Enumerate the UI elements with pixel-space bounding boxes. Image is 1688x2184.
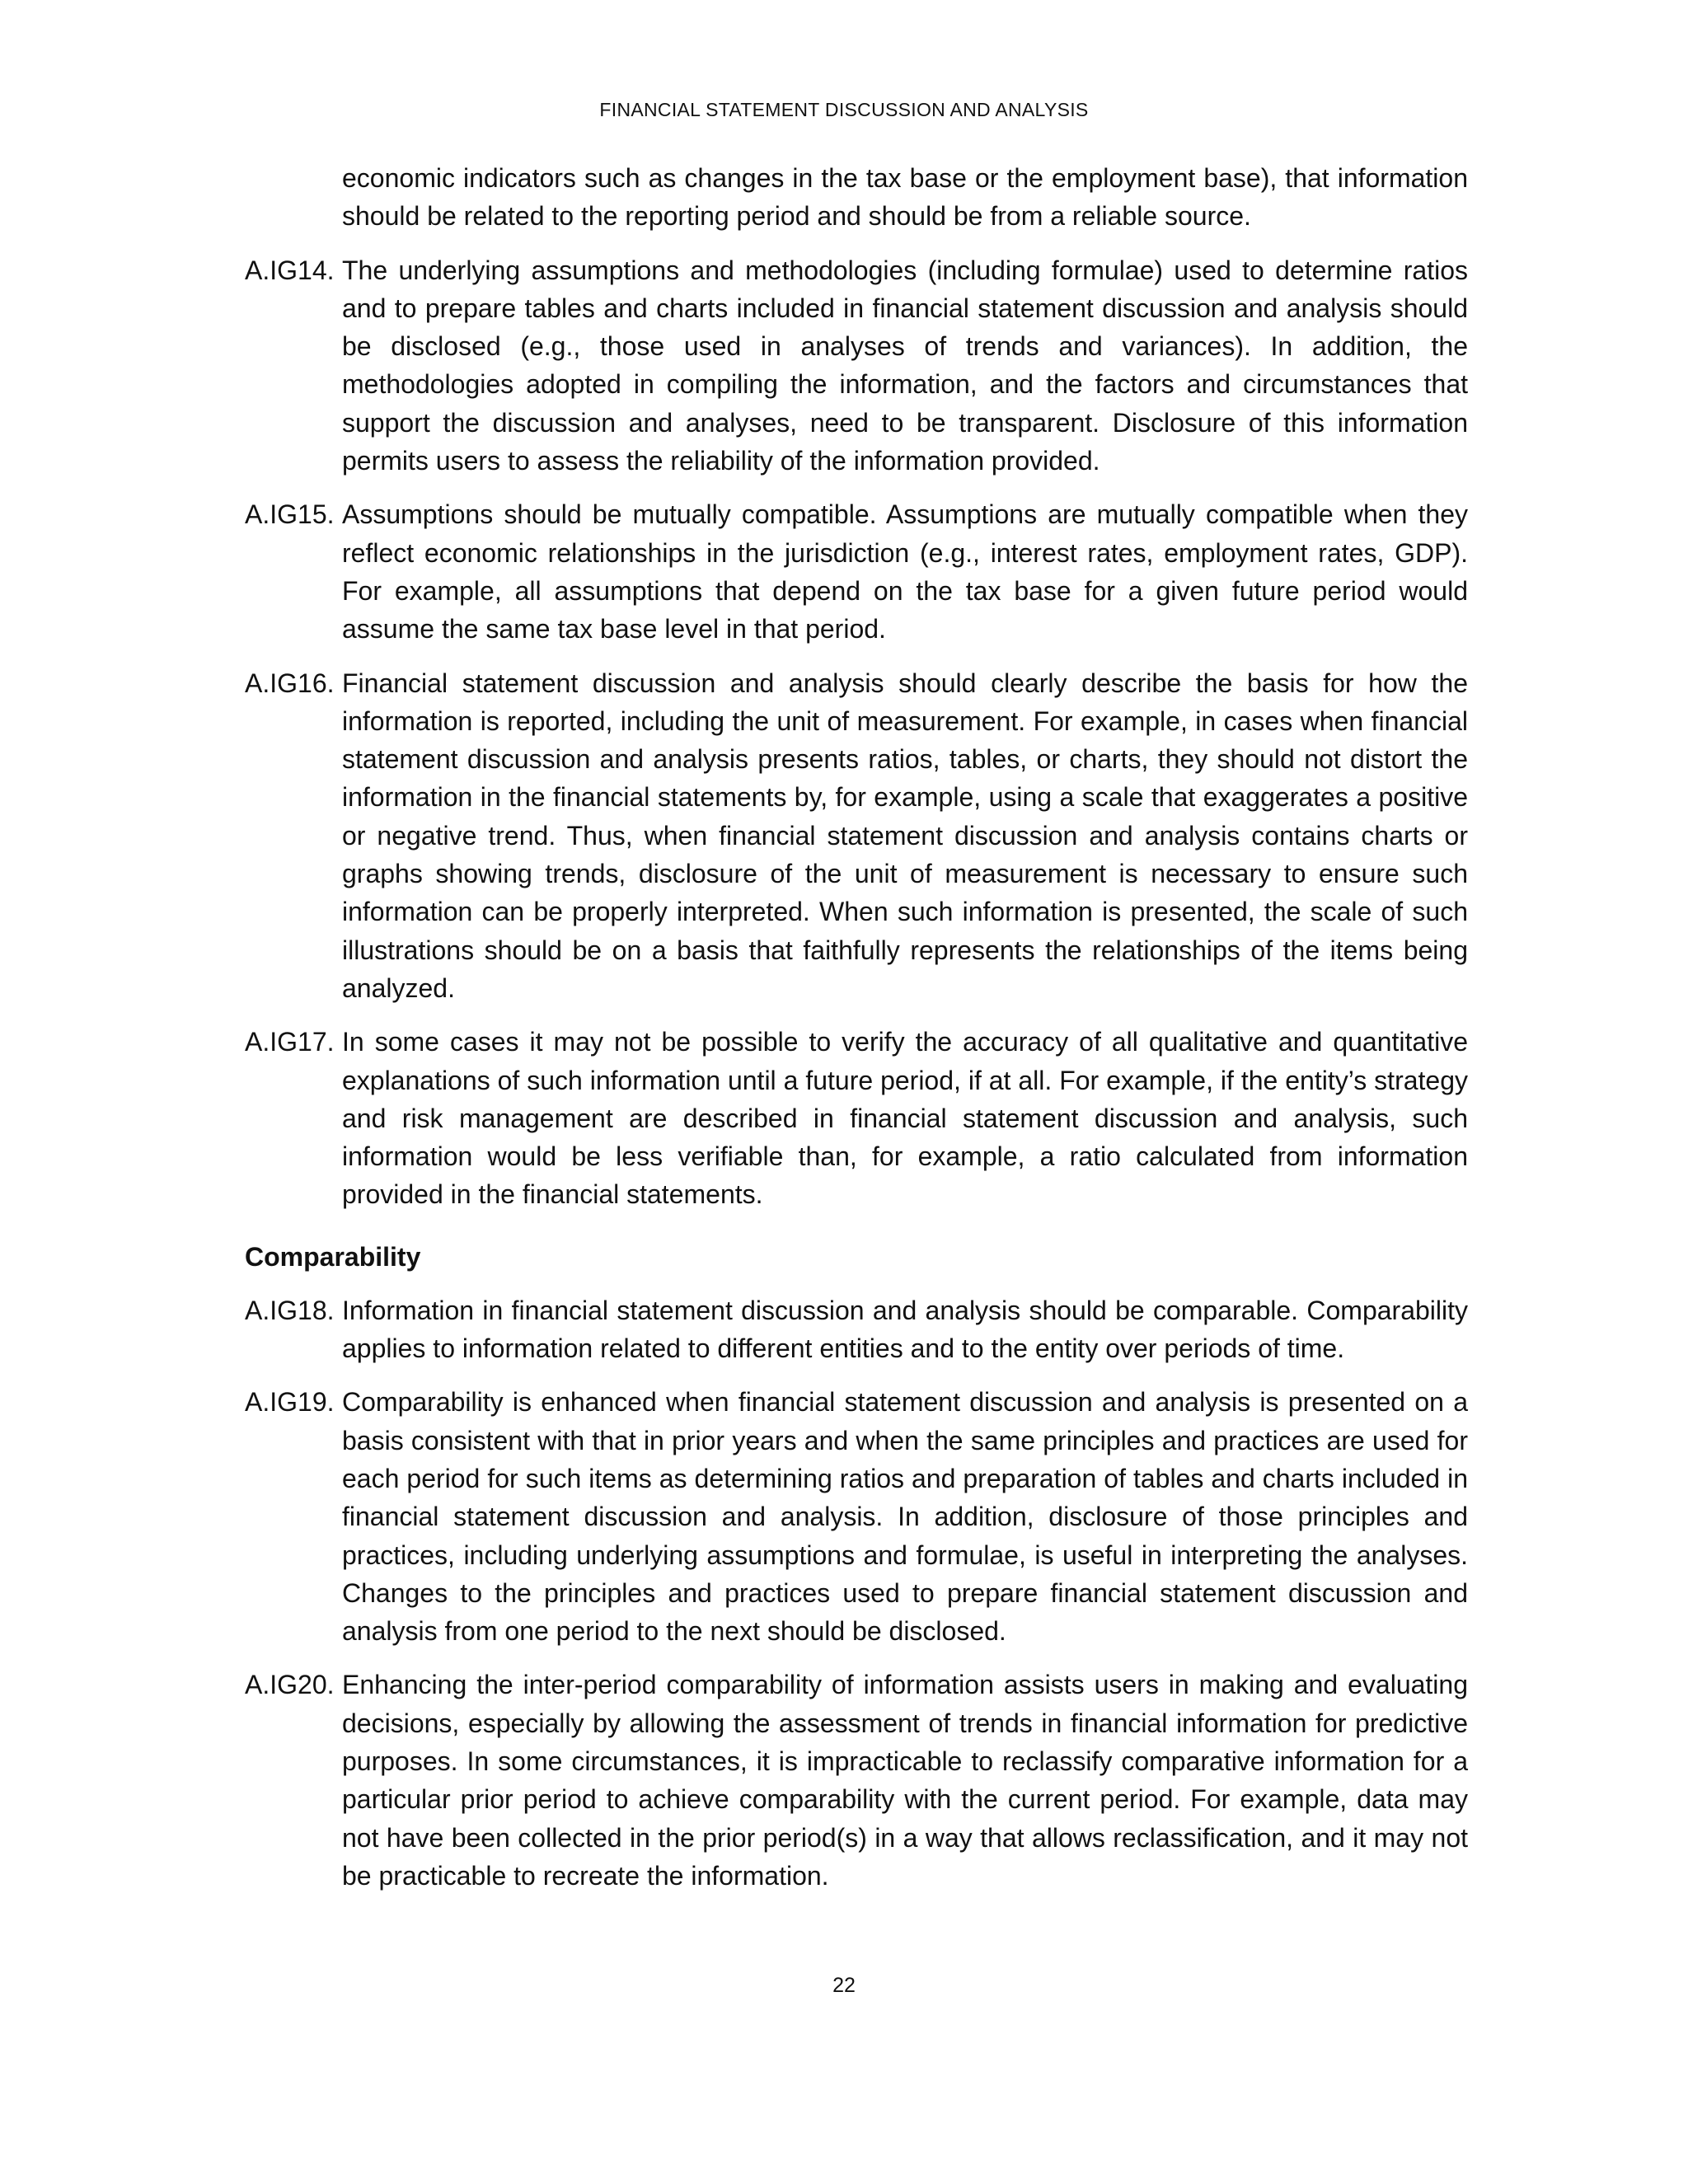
paragraph-number: A.IG15. (245, 499, 335, 530)
paragraph-a-ig17 (245, 1023, 1468, 1213)
section-heading: Comparability (245, 1241, 421, 1272)
paragraph-a-ig14 (245, 251, 1468, 480)
paragraph-text: Assumptions should be mutually compatible. Assumptions are mutually compatible when they reflect economic relationships in the jurisdiction (e.g., interest rates, employment rates, GDP). For example, all assumptions that depend on the tax base for a given future period would assume the same tax base level in that period. (342, 499, 1468, 644)
paragraph-a-ig16 (245, 664, 1468, 1008)
paragraph-a-ig20 (245, 1666, 1468, 1895)
paragraph-text: Information in financial statement discussion and analysis should be comparable. Comparability applies to information related to different entities and to the entity over periods of time. (342, 1295, 1468, 1364)
paragraph-text: The underlying assumptions and methodologies (including formulae) used to determine ratios and to prepare tables and charts included in financial statement discussion and analysis should be disclosed (e.g., those used in analyses of trends and variances). In addition, the methodologies adopted in compiling the information, and the factors and circumstances that support the discussion and analyses, need to be transparent. Disclosure of this information permits users to assess the reliability of the information provided. (342, 255, 1468, 476)
paragraph-a-ig15 (245, 495, 1468, 648)
paragraph-a-ig18 (245, 1291, 1468, 1368)
document-body (245, 159, 1468, 1910)
paragraph-a-ig19 (245, 1383, 1468, 1650)
paragraph-number: A.IG17. (245, 1027, 335, 1057)
paragraph-number: A.IG18. (245, 1295, 335, 1325)
page-number: 22 (832, 1974, 856, 1997)
paragraph-number: A.IG19. (245, 1387, 335, 1418)
continuation-paragraph: economic indicators such as changes in the tax base or the employment base), that information should be related to the reporting period and should be from a reliable source. (342, 163, 1468, 232)
paragraph-text: Enhancing the inter-period comparability of information assists users in making and evaluating decisions, especially by allowing the assessment of trends in financial information for predictive purposes. In some circumstances, it is impracticable to reclassify comparative information for a particular prior period to achieve comparability with the current period. For example, data may not have been collected in the prior period(s) in a way that allows reclassification, and it may not be practicable to recreate the information. (342, 1670, 1468, 1891)
paragraph-text: Financial statement discussion and analysis should clearly describe the basis for how the information is reported, including the unit of measurement. For example, in cases when financial statement discussion and analysis presents ratios, tables, or charts, they should not distort the information in the financial statements by, for example, using a scale that exaggerates a positive or negative trend. Thus, when financial statement discussion and analysis contains charts or graphs showing trends, disclosure of the unit of measurement is necessary to ensure such information can be properly interpreted. When such information is presented, the scale of such illustrations should be on a basis that faithfully represents the relationships of the items being analyzed. (342, 668, 1468, 1003)
running-header: FINANCIAL STATEMENT DISCUSSION AND ANALYSIS (599, 99, 1089, 120)
paragraph-number: A.IG14. (245, 255, 335, 285)
paragraph-number: A.IG20. (245, 1670, 335, 1700)
paragraph-number: A.IG16. (245, 668, 335, 698)
paragraph-text: In some cases it may not be possible to verify the accuracy of all qualitative and quantitative explanations of such information until a future period, if at all. For example, if the entity’s strategy and risk management are described in financial statement discussion and analysis, such information would be less verifiable than, for example, a ratio calculated from information provided in the financial statements. (342, 1027, 1468, 1210)
paragraph-text: Comparability is enhanced when financial statement discussion and analysis is presented on a basis consistent with that in prior years and when the same principles and practices are used for each period for such items as determining ratios and preparation of tables and charts included in financial statement discussion and analysis. In addition, disclosure of those principles and practices, including underlying assumptions and formulae, is useful in interpreting the analyses. Changes to the principles and practices used to prepare financial statement discussion and analysis from one period to the next should be disclosed. (342, 1387, 1468, 1647)
